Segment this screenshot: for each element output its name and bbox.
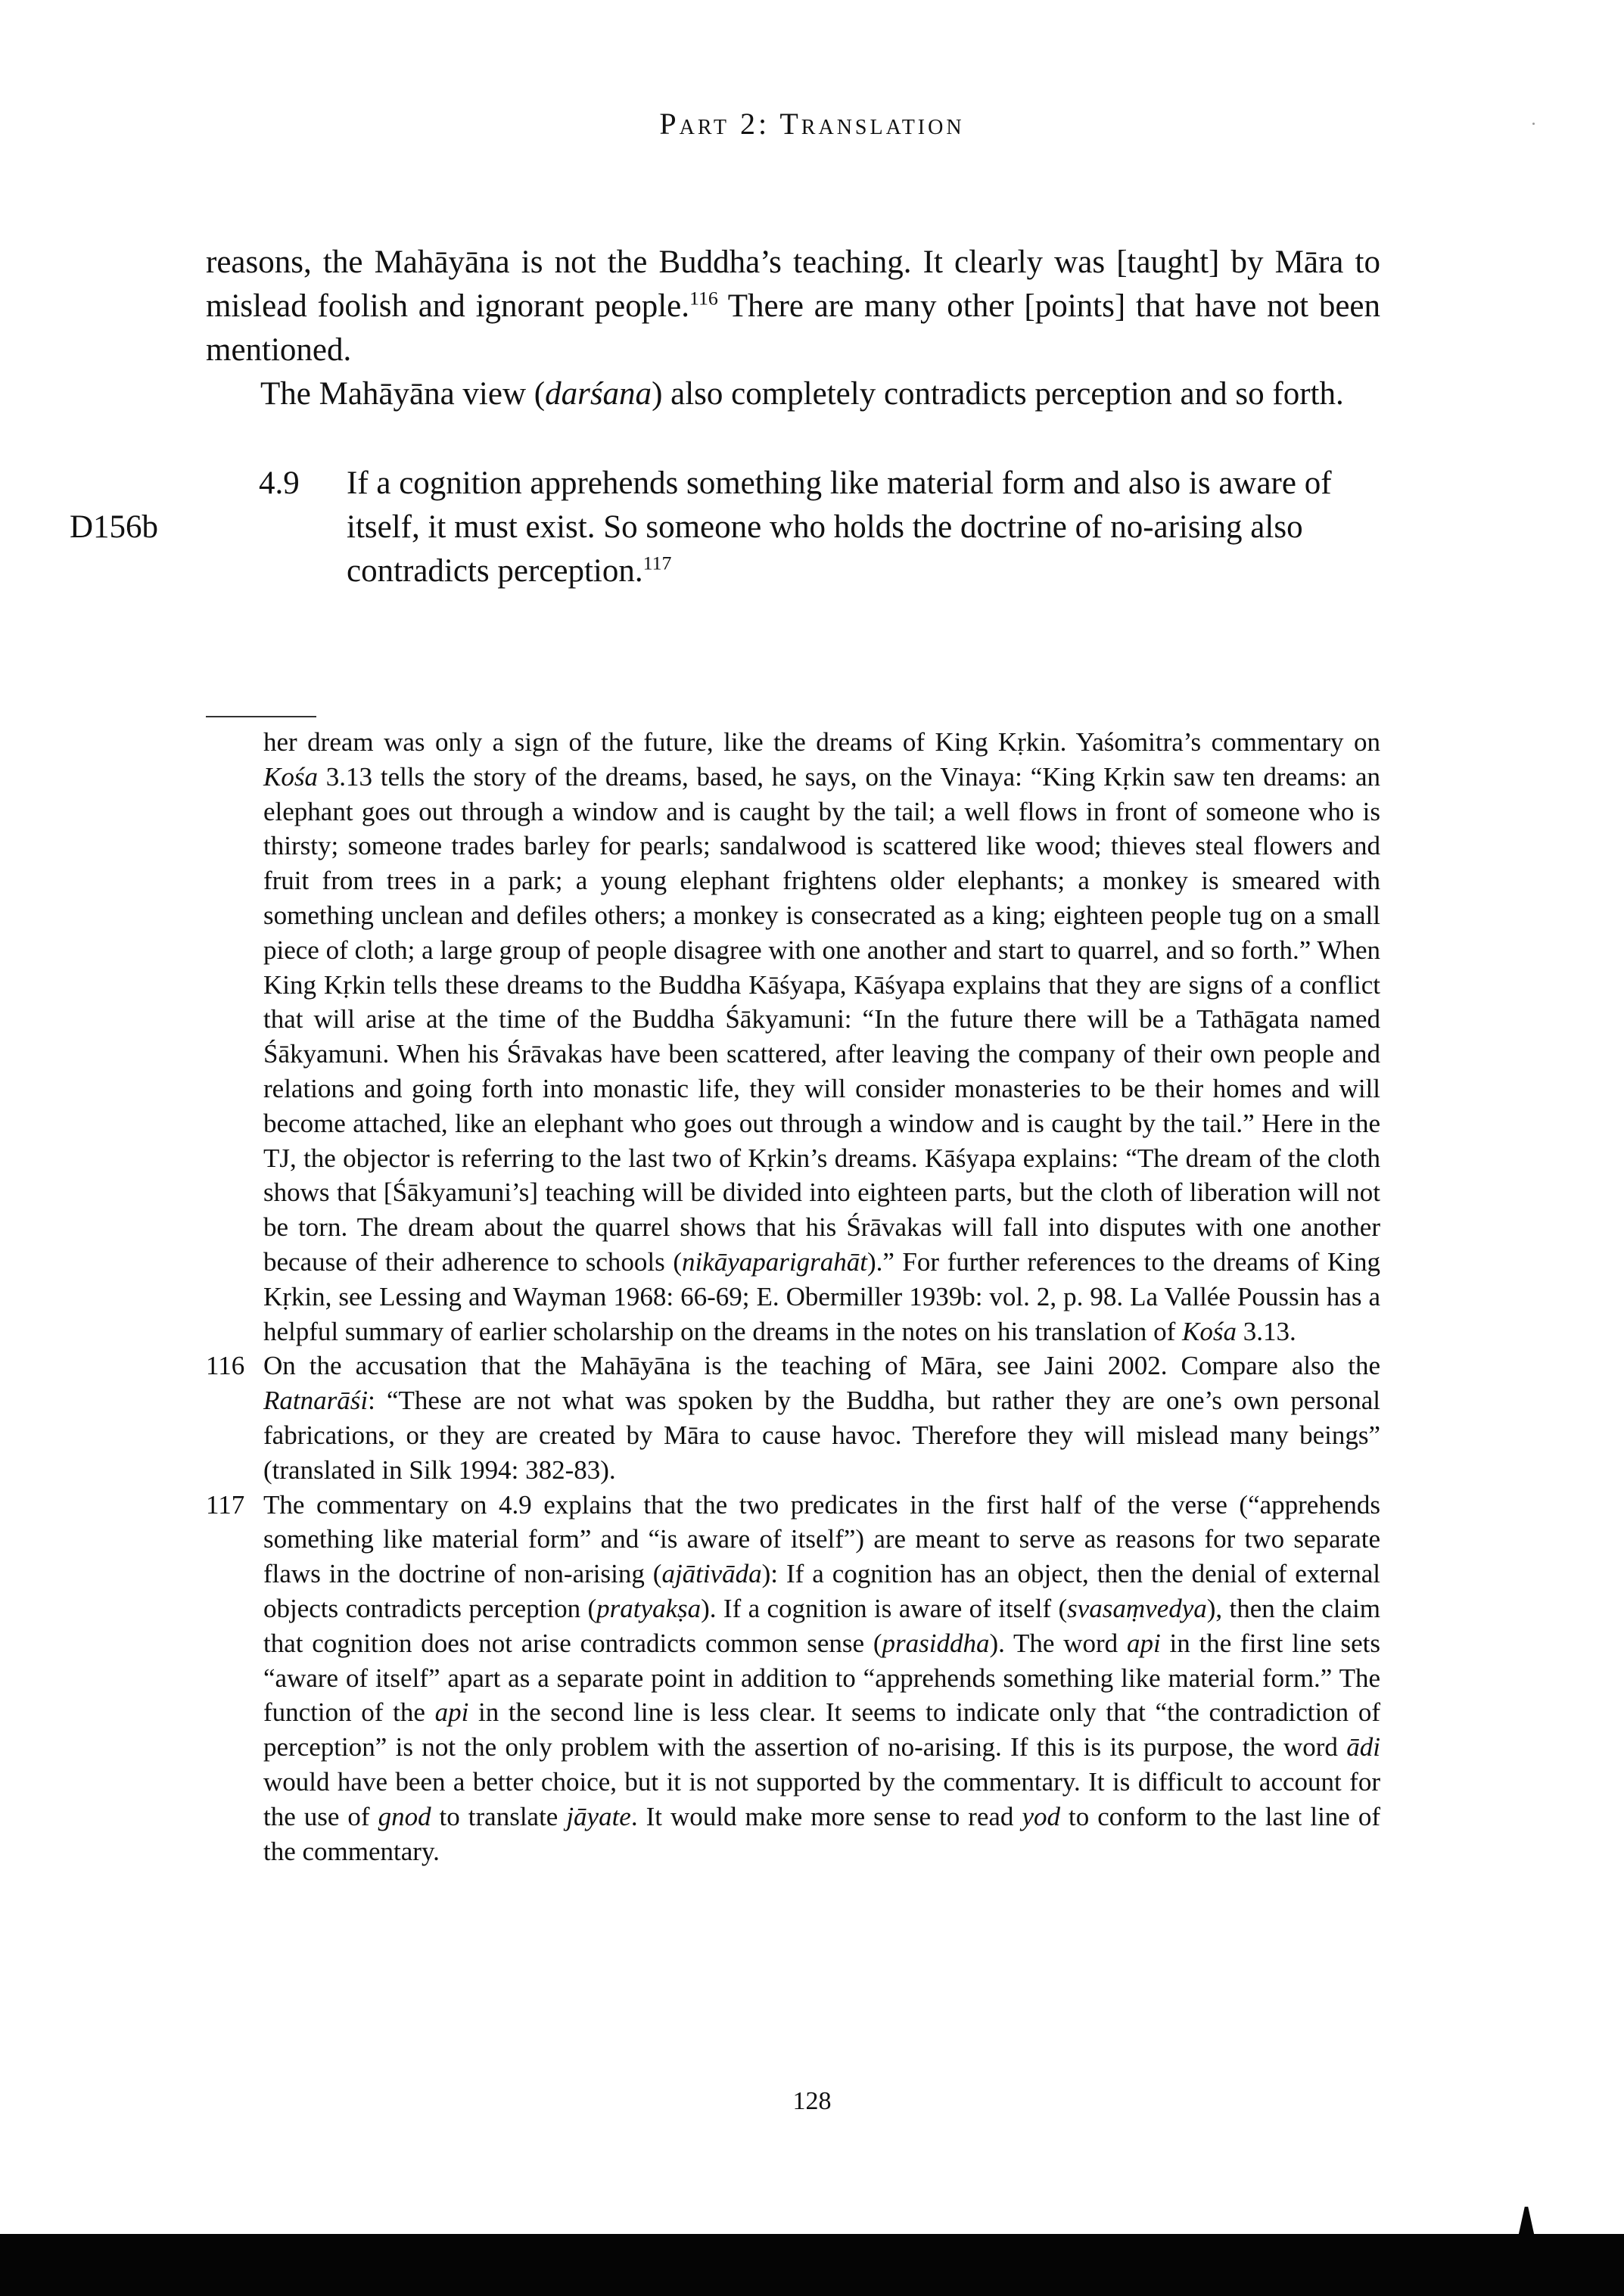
fn-italic: Kośa: [263, 761, 318, 792]
scan-edge-bar: [0, 2234, 1624, 2296]
fn-italic: gnod: [378, 1801, 431, 1831]
fn-text: ). If a cognition is aware of itself (: [701, 1593, 1068, 1623]
fn-text: On the accusation that the Mahāyāna is the teaching of Māra, see Jaini 2002. Compare also the: [263, 1351, 1380, 1381]
footnote-continued: [206, 725, 1380, 1349]
fn-italic: ādi: [1346, 1732, 1380, 1762]
verse-number: 4.9: [259, 465, 300, 501]
fn-italic: Kośa: [1182, 1316, 1237, 1346]
running-head: Part 2: Translation: [659, 107, 965, 141]
note-ref-117[interactable]: 117: [642, 552, 672, 574]
margin-reference: D156b: [70, 509, 159, 545]
fn-text: : “These are not what was spoken by the Buddha, but rather they are one’s own personal fabrications, or they are created by Māra to cause havoc. Therefore they will mislead many beings” (translated in Silk 1994: 382-83).: [263, 1386, 1380, 1485]
fn-text: her dream was only a sign of the future, like the dreams of King Kṛkin. Yaśomitra’s commentary on: [263, 727, 1380, 757]
verse-block: [259, 462, 1333, 593]
fn-text: would have been a better choice, but it is not supported by the commentary. It is difficult to account for the use of: [263, 1766, 1380, 1831]
paragraph-1-text-b: There are many other [points] that have not been mentioned.: [206, 288, 1380, 368]
scan-speck: [1532, 123, 1535, 125]
fn-text: ): If a cognition has an object, then the denial of external objects contradicts perception (: [263, 1559, 1380, 1623]
footnote-116: [206, 1349, 1380, 1487]
footnote-rule: [206, 716, 316, 717]
fn-text: 3.13.: [1236, 1316, 1296, 1346]
paragraph-1-text-a: reasons, the Mahāyāna is not the Buddha’s teaching. It clearly was [taught] by Māra to mislead foolish and ignorant people.: [206, 244, 1380, 324]
fn-text: in the second line is less clear. It seems to indicate only that “the contradiction of perception” is not the only problem with the assertion of no-arising. If this is its purpose, the word: [263, 1697, 1380, 1762]
fn-italic: Ratnarāśi: [263, 1386, 369, 1416]
fn-italic: api: [434, 1697, 469, 1728]
fn-italic: nikāyaparigrahāt: [681, 1246, 867, 1277]
paragraph-2-term: darśana: [545, 376, 652, 412]
scan-edge-mark: [1518, 2207, 1535, 2237]
footnote-number: 116: [206, 1351, 245, 1381]
verse-text: [347, 462, 1333, 593]
fn-italic: api: [1126, 1628, 1161, 1658]
fn-text: to conform to the last line of the commentary.: [263, 1801, 1380, 1866]
paragraph-1: [206, 241, 1380, 372]
fn-text: The commentary on 4.9 explains that the two predicates in the first half of the verse (“apprehends something like material form” and “is aware of itself”) are meant to serve as reasons for two separate flaws in the doctrine of non-arising (: [263, 1489, 1380, 1589]
fn-italic: prasiddha: [882, 1628, 990, 1658]
fn-text: to translate: [431, 1801, 567, 1831]
verse-text-body: If a cognition apprehends something like material form and also is aware of itself, it must exist. So someone who holds the doctrine of no-arising also contradicts perception.: [347, 465, 1332, 589]
note-ref-116[interactable]: 116: [689, 287, 718, 310]
footnote-number: 117: [206, 1489, 245, 1520]
main-text: [206, 241, 1380, 416]
fn-italic: yod: [1022, 1801, 1060, 1831]
fn-italic: svasaṃvedya: [1067, 1593, 1207, 1623]
paragraph-2: [206, 372, 1380, 416]
footnotes: [206, 725, 1380, 1868]
fn-text: . It would make more sense to read: [630, 1801, 1022, 1831]
footnote-117: [206, 1488, 1380, 1869]
fn-text: in the first line sets “aware of itself” apart as a separate point in addition to “apprehends something like material form.” The function of the: [263, 1628, 1380, 1728]
fn-text: 3.13 tells the story of the dreams, based, he says, on the Vinaya: “King Kṛkin saw ten dreams: an elephant goes out through a window and is caught by the tail; a well flows in front of someone who is thirsty; someone trades barley for pearls; sandalwood is scattered like wood; thieves steal flowers and fruit from trees in a park; a young elephant frightens older elephants; a monkey is smeared with something unclean and defiles others; a monkey is consecrated as a king; eighteen people tug on a small piece of cloth; a large group of people disagree with one another and start to quarrel, and so forth.” When King Kṛkin tells these dreams to the Buddha Kāśyapa, Kāśyapa explains that they are signs of a conflict that will arise at the time of the Buddha Śākyamuni: “In the future there will be a Tathāgata named Śākyamuni. When his Śrāvakas have been scattered, after leaving the company of their own people and relations and going forth into monastic life, they will consider monasteries to be their homes and will become attached, like an elephant who goes out through a window and is caught by the tail.” Here in the TJ, the objector is referring to the last two of Kṛkin’s dreams. Kāśyapa explains: “The dream of the cloth shows that [Śākyamuni’s] teaching will be divided into eighteen parts, but the cloth of liberation will not be torn. The dream about the quarrel shows that his Śrāvakas will fall into disputes with one another because of their adherence to schools (: [263, 761, 1380, 1277]
page-number: 128: [792, 2087, 832, 2115]
fn-italic: ajātivāda: [661, 1559, 762, 1589]
paragraph-2-text-a: The Mahāyāna view (: [260, 376, 546, 412]
fn-text: ).” For further references to the dreams of King Kṛkin, see Lessing and Wayman 1968: 66-69; E. Obermiller 1939b: vol. 2, p. 98. La Vallée Poussin has a helpful summary of earlier scholarship on the dreams in the notes on his translation of: [263, 1246, 1380, 1346]
fn-text: ), then the claim that cognition does not arise contradicts common sense (: [263, 1593, 1380, 1658]
paragraph-2-text-b: ) also completely contradicts perception and so forth.: [652, 376, 1344, 412]
fn-italic: pratyakṣa: [596, 1593, 702, 1623]
fn-text: ). The word: [989, 1628, 1127, 1658]
fn-italic: jāyate: [566, 1801, 631, 1831]
